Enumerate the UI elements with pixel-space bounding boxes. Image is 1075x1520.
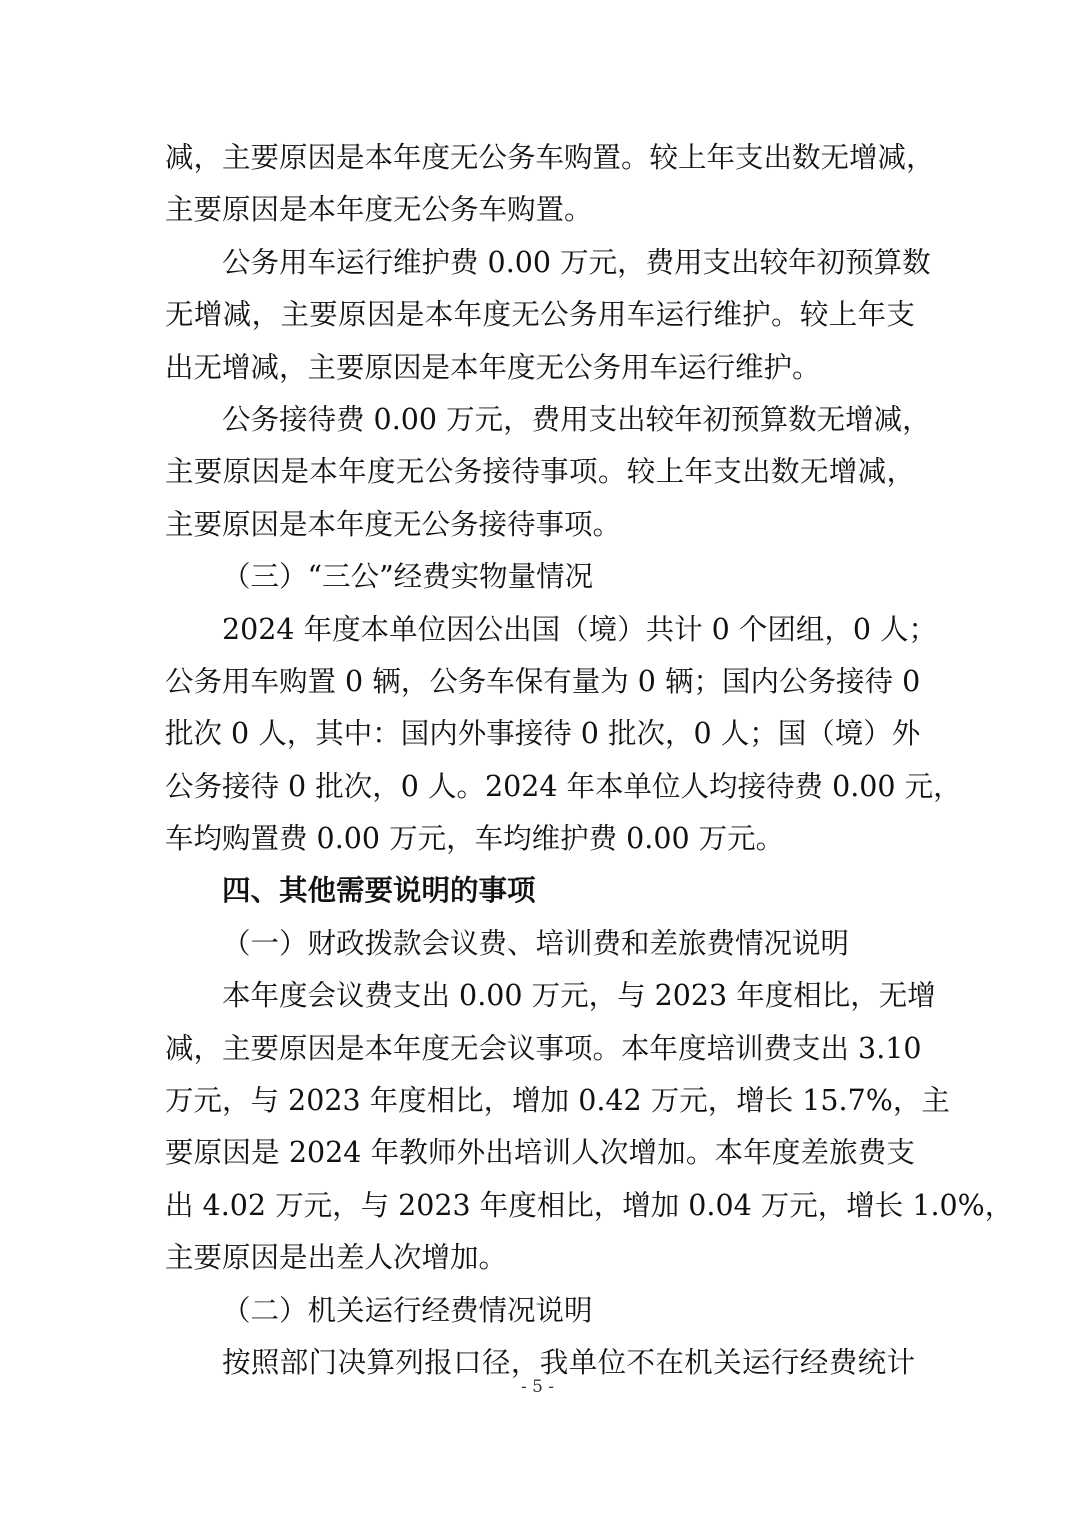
subsection-heading: （一）财政拨款会议费、培训费和差旅费情况说明 <box>222 926 850 960</box>
paragraph-first-line: 2024 年度本单位因公出国（境）共计 0 个团组，0 人； <box>222 612 938 646</box>
document-body <box>165 132 1014 1389</box>
paragraph-first-line: 公务用车运行维护费 0.00 万元，费用支出较年初预算数 <box>222 245 931 279</box>
text-line: 减，主要原因是本年度无会议事项。本年度培训费支出 3.10 <box>165 1031 922 1065</box>
text-line: 出 4.02 万元，与 2023 年度相比，增加 0.04 万元，增长 1.0%， <box>165 1188 1014 1222</box>
text-line: 万元，与 2023 年度相比，增加 0.42 万元，增长 15.7%，主 <box>165 1084 950 1118</box>
subsection-heading: （三）“三公”经费实物量情况 <box>222 560 594 594</box>
paragraph-first-line: 本年度会议费支出 0.00 万元，与 2023 年度相比，无增 <box>222 979 936 1013</box>
text-line: 要原因是 2024 年教师外出培训人次增加。本年度差旅费支 <box>165 1136 915 1170</box>
text-line: 主要原因是本年度无公务接待事项。 <box>165 507 622 541</box>
text-line: 主要原因是本年度无公务接待事项。较上年支出数无增减， <box>165 455 915 489</box>
page-number: - 5 - <box>520 1377 555 1397</box>
text-line: 批次 0 人，其中：国内外事接待 0 批次，0 人；国（境）外 <box>165 717 921 751</box>
section-heading: 四、其他需要说明的事项 <box>222 874 536 908</box>
text-line: 主要原因是出差人次增加。 <box>165 1241 508 1275</box>
text-line: 车均购置费 0.00 万元，车均维护费 0.00 万元。 <box>165 822 785 856</box>
text-line: 无增减，主要原因是本年度无公务用车运行维护。较上年支 <box>165 298 915 332</box>
text-line: 公务用车购置 0 辆，公务车保有量为 0 辆；国内公务接待 0 <box>165 664 921 698</box>
text-line: 减，主要原因是本年度无公务车购置。较上年支出数无增减， <box>165 141 935 174</box>
subsection-heading: （二）机关运行经费情况说明 <box>222 1293 593 1327</box>
paragraph-first-line: 按照部门决算列报口径，我单位不在机关运行经费统计 <box>222 1345 915 1379</box>
text-line: 公务接待 0 批次，0 人。2024 年本单位人均接待费 0.00 元， <box>165 769 962 803</box>
text-line: 主要原因是本年度无公务车购置。 <box>165 193 593 227</box>
text-line: 出无增减，主要原因是本年度无公务用车运行维护。 <box>165 350 821 384</box>
paragraph-first-line: 公务接待费 0.00 万元，费用支出较年初预算数无增减， <box>222 402 931 436</box>
